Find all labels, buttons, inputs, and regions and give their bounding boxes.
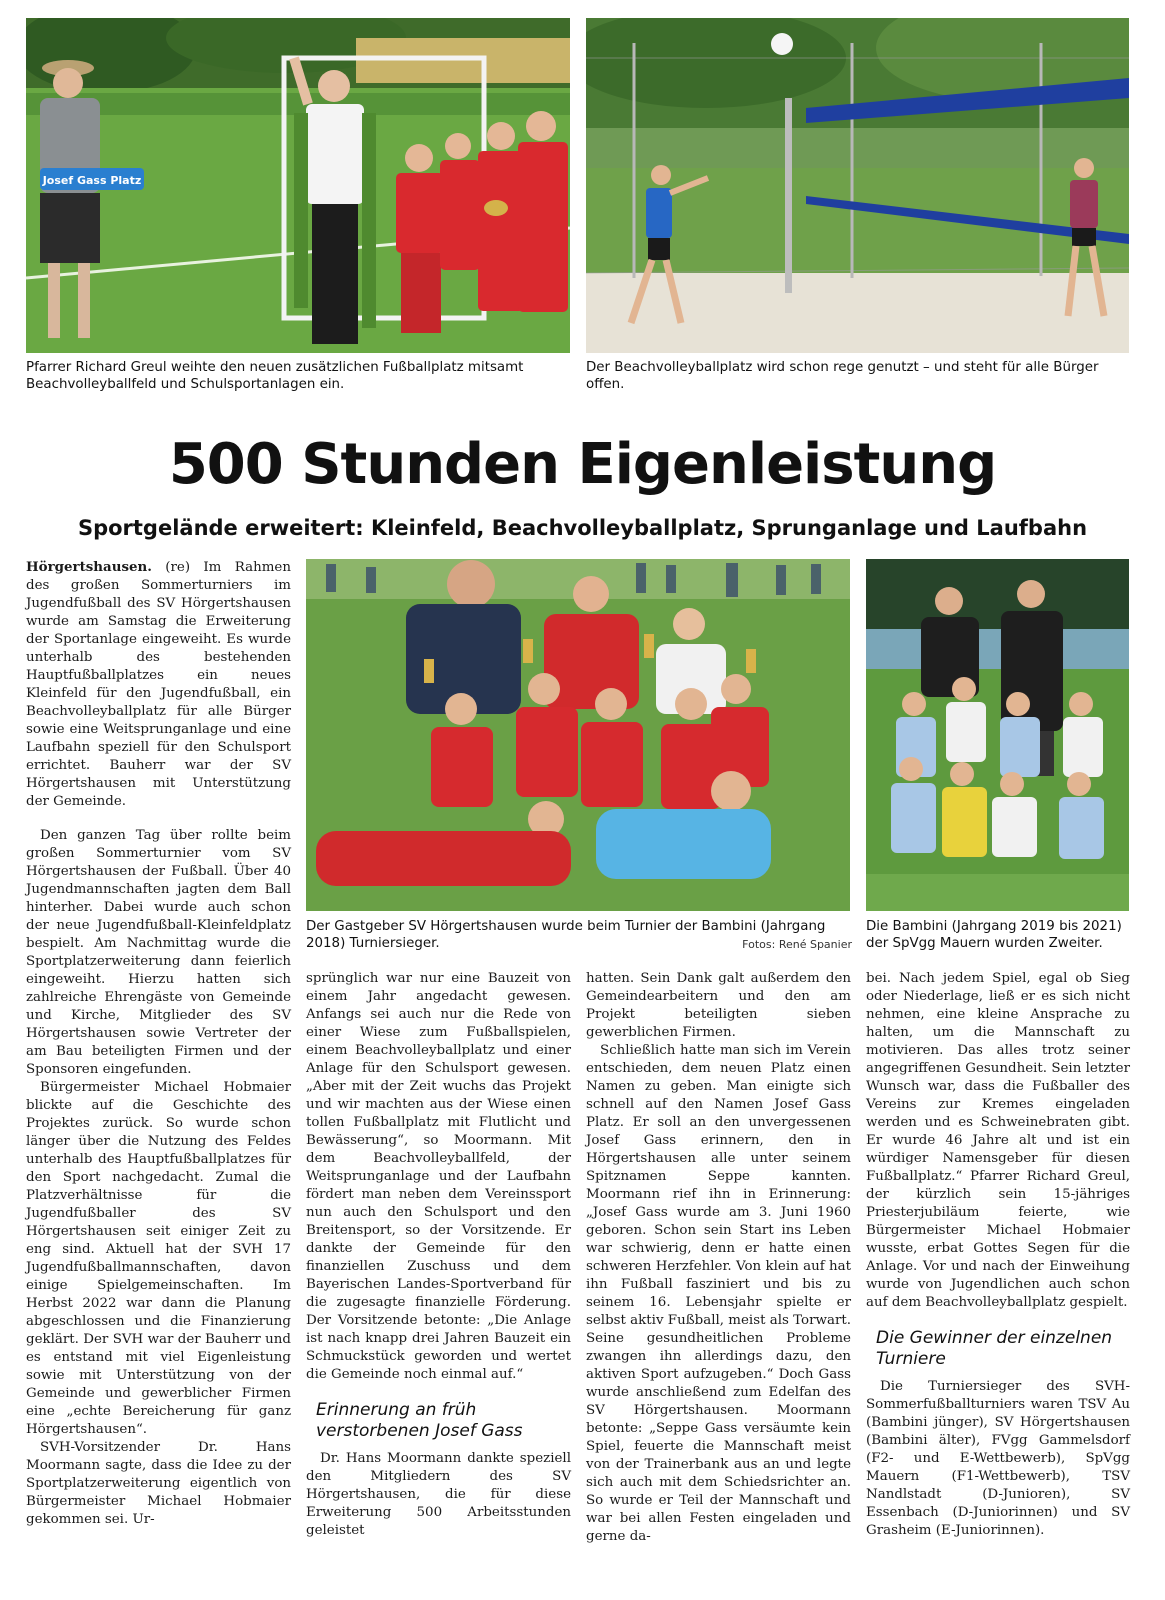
photo-team-hoergertshausen	[306, 559, 850, 911]
photo-team-mauern	[866, 559, 1129, 911]
article-column-4	[866, 970, 1130, 1540]
headline: 500 Stunden Eigenleistung	[168, 432, 997, 497]
section-heading-winners: Die Gewinner der einzelnen Turniere	[876, 1328, 1113, 1369]
article-paragraph: (re) Im Rahmen des großen Sommerturniers im Jugendfußball des SV Hörgertshausen wurde am Samstag die Erweiterung der Sportanlage eingeweiht. Es wurde unterhalb des bestehenden Hauptfußballplatzes ein neues Kleinfeld für den Jugendfußball, ein Beachvolleyballplatz für alle Bürger sowie eine Weitsprunganlage und eine Laufbahn speziell für den Schulsport errichtet. Bauherr war der SV Hörgertshausen mit Unterstützung der Gemeinde.	[26, 560, 291, 809]
caption-blessing: Pfarrer Richard Greul weihte den neuen zusätzlichen Fußballplatz mitsamt Beachvolleyballfeld und Schulsportanlagen ein.	[26, 360, 524, 392]
sign-text: Josef Gass Platz	[42, 174, 142, 187]
article-paragraph: hatten. Sein Dank galt außerdem den Gemeindearbeitern und den am Projekt beteiligten sieben gewerblichen Firmen.	[586, 971, 851, 1040]
photo-credit: Fotos: René Spanier	[742, 938, 852, 951]
article-column-2	[306, 970, 571, 1540]
dateline: Hörgertshausen.	[26, 559, 152, 575]
photo-beach-volleyball	[586, 18, 1129, 353]
article-paragraph: SVH-Vorsitzender Dr. Hans Moormann sagte, dass die Idee zu der Sportplatzerweiterung eigentlich von Bürgermeister Michael Hobmaier gekommen sei. Ur-	[26, 1440, 291, 1527]
article-column-3	[586, 970, 851, 1546]
article-paragraph: Die Turniersieger des SVH-Sommerfußballturniers waren TSV Au (Bambini jünger), SV Hörgertshausen (Bambini älter), FVgg Gammelsdorf (F2- und E-Wettbewerb), SpVgg Mauern (F1-Wettbewerb), TSV Nandlstadt (D-Junioren), SV Essenbach (D-Juniorinnen) und SV Grasheim (E-Juniorinnen).	[866, 1379, 1130, 1538]
caption-team-hoergertshausen: Der Gastgeber SV Hörgertshausen wurde beim Turnier der Bambini (Jahrgang 2018) Turniersieger.	[306, 919, 826, 951]
article-paragraph: Bürgermeister Michael Hobmaier blickte auf die Geschichte des Projektes zurück. So wurde schon länger über die Nutzung des Feldes unterhalb des Hauptfußballplatzes für den Sport nachgedacht. Zumal die Platzverhältnisse für die Jugendfußballer des SV Hörgertshausen seit einiger Zeit zu eng sind. Aktuell hat der SVH 17 Jugendfußballmannschaften, davon einige Spielgemeinschaften. Im Herbst 2022 war dann die Planung abgeschlossen und die Finanzierung geklärt. Der SVH war der Bauherr und es entstand mit viel Eigenleistung sowie mit Unterstützung von der Gemeinde und gewerblicher Firmen eine „echte Bereicherung für ganz Hörgertshausen“.	[26, 1080, 291, 1437]
caption-team-mauern: Die Bambini (Jahrgang 2019 bis 2021) der SpVgg Mauern wurden Zweiter.	[866, 919, 1122, 951]
caption-beach-volleyball: Der Beachvolleyballplatz wird schon rege genutzt – und steht für alle Bürger offen.	[586, 360, 1099, 392]
article-paragraph: Den ganzen Tag über rollte beim großen Sommerturnier vom SV Hörgertshausen der Fußball. Über 40 Jugendmannschaften jagten dem Ball hinterher. Dabei wurde auch schon der neue Jugendfußball-Kleinfeldplatz bespielt. Am Nachmittag wurde die Sportplatzerweiterung dann feierlich eingeweiht. Hierzu hatten sich zahlreiche Ehrengäste von Gemeinde und Kirche, Mitglieder des SV Hörgertshausen sowie Vertreter der am Bau beteiligten Firmen und der Sponsoren eingefunden.	[26, 828, 291, 1077]
article-paragraph: bei. Nach jedem Spiel, egal ob Sieg oder Niederlage, ließ er es sich nicht nehmen, eine kleine Ansprache zu halten, um die Mannschaft zu motivieren. Das alles trotz seiner angegriffenen Gesundheit. Sein letzter Wunsch war, dass die Fußballer des Vereins zur Kremes eingeladen werden und es Schweinebraten gibt. Er wurde 46 Jahre alt und ist ein würdiger Namensgeber für diesen Fußballplatz.“ Pfarrer Richard Greul, der kürzlich sein 15-jähriges Priesterjubiläum feierte, wie Bürgermeister Michael Hobmaier wusste, erbat Gottes Segen für die Anlage. Vor und nach der Einweihung wurde von Jugendlichen auch schon auf dem Beachvolleyballplatz gespielt.	[866, 971, 1130, 1310]
section-heading-josef-gass: Erinnerung an früh verstorbenen Josef Gass	[316, 1400, 523, 1441]
article-paragraph: sprünglich war nur eine Bauzeit von einem Jahr angedacht gewesen. Anfangs sei auch nur die Rede von einer Wiese zum Fußballspielen, einem Beachvolleyballplatz und einer Anlage für den Schulsport gewesen. „Aber mit der Zeit wuchs das Projekt und wir machten aus der Wiese einen tollen Fußballplatz mit Flutlicht und Bewässerung“, so Moormann. Mit dem Beachvolleyballfeld, der Weitsprunganlage und der Laufbahn fördert man neben dem Vereinssport nun auch den Schulsport und den Breitensport, so der Vorsitzende. Er dankte der Gemeinde für den finanziellen Zuschuss und dem Bayerischen Landes-Sportverband für die zugesagte finanzielle Förderung. Der Vorsitzende betonte: „Die Anlage ist nach knapp drei Jahren Bauzeit ein Schmuckstück geworden und wertet die Gemeinde noch einmal auf.“	[306, 971, 571, 1382]
article-paragraph: Schließlich hatte man sich im Verein entschieden, dem neuen Platz einen Namen zu geben. Man einigte sich schnell auf den Namen Josef Gass Platz. Er soll an den unvergessenen Josef Gass erinnern, den in Hörgertshausen alle unter seinem Spitznamen Seppe kannten. Moormann rief ihn in Erinnerung: „Josef Gass wurde am 3. Juni 1960 geboren. Schon sein Start ins Leben war schwierig, denn er hatte einen schweren Herzfehler. Von klein auf hat ihn Fußball fasziniert und bis zu seinem 16. Lebensjahr spielte er selbst aktiv Fußball, meist als Torwart. Seine gesundheitlichen Probleme zwangen ihn allerdings dazu, den aktiven Sport aufzugeben.“ Doch Gass wurde anschließend zum Edelfan des SV Hörgertshausen. Moormann betonte: „Seppe Gass versäumte kein Spiel, feuerte die Mannschaft meist von der Trainerbank aus an und legte sich auch mit dem Schiedsrichter an. So wurde er Teil der Mannschaft und war bei allen Festen eingeladen und gerne da-	[586, 1043, 851, 1544]
photo-blessing	[26, 18, 570, 353]
article-column-1	[26, 558, 291, 1529]
article-paragraph: Dr. Hans Moormann dankte speziell den Mitgliedern des SV Hörgertshausen, die für diese Erweiterung 500 Arbeitsstunden geleistet	[306, 1451, 571, 1538]
subheadline: Sportgelände erweitert: Kleinfeld, Beachvolleyballplatz, Sprunganlage und Laufbahn	[77, 516, 1088, 540]
